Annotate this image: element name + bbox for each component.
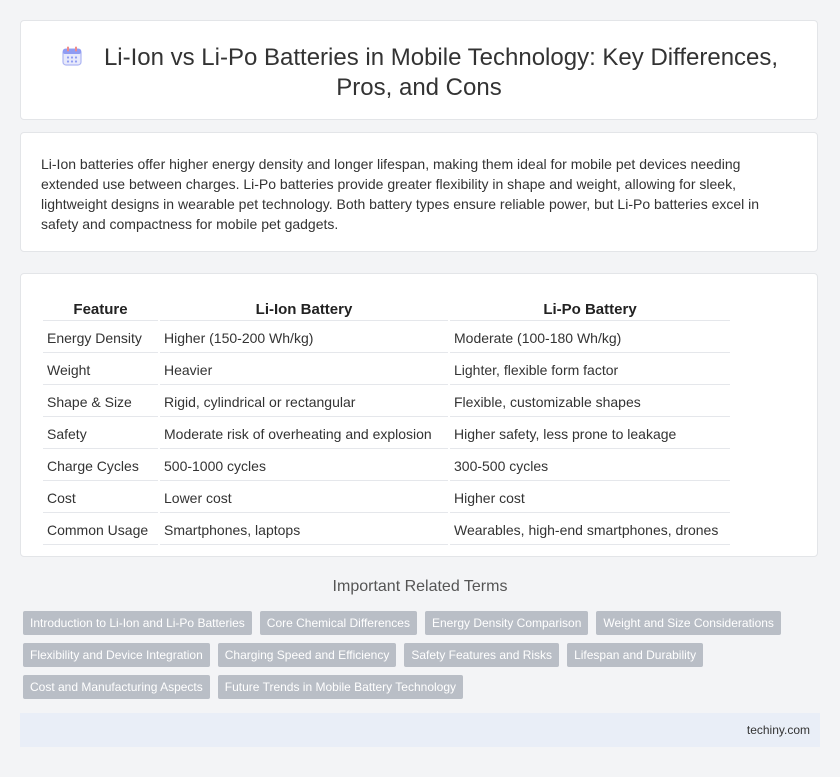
li-ion-cell: Rigid, cylindrical or rectangular <box>160 387 448 417</box>
footer <box>20 713 820 747</box>
title-line-1: Li-Ion vs Li-Po Batteries in Mobile Technology: Key Differences, <box>103 44 779 71</box>
calendar-icon <box>60 44 84 68</box>
li-po-cell: Wearables, high-end smartphones, drones <box>450 515 730 545</box>
feature-cell: Charge Cycles <box>43 451 158 481</box>
comparison-card <box>20 273 818 557</box>
header-li-ion: Li-Ion Battery <box>160 296 448 321</box>
table-row <box>43 355 730 385</box>
title-card <box>20 20 818 120</box>
term-tag[interactable]: Charging Speed and Efficiency <box>218 643 397 667</box>
feature-cell: Weight <box>43 355 158 385</box>
li-po-cell: Moderate (100-180 Wh/kg) <box>450 323 730 353</box>
feature-cell: Safety <box>43 419 158 449</box>
feature-cell: Common Usage <box>43 515 158 545</box>
table-row <box>43 483 730 513</box>
term-tag[interactable]: Lifespan and Durability <box>567 643 703 667</box>
feature-cell: Energy Density <box>43 323 158 353</box>
li-po-cell: Higher cost <box>450 483 730 513</box>
table-row <box>43 451 730 481</box>
term-tag[interactable]: Core Chemical Differences <box>260 611 417 635</box>
table-header-row <box>43 296 730 321</box>
term-tag[interactable]: Future Trends in Mobile Battery Technology <box>218 675 463 699</box>
li-po-cell: Lighter, flexible form factor <box>450 355 730 385</box>
related-terms-tags <box>23 611 813 707</box>
intro-card <box>20 132 818 252</box>
li-po-cell: 300-500 cycles <box>450 451 730 481</box>
li-ion-cell: Moderate risk of overheating and explosion <box>160 419 448 449</box>
li-ion-cell: Smartphones, laptops <box>160 515 448 545</box>
table-row <box>43 419 730 449</box>
term-tag[interactable]: Weight and Size Considerations <box>596 611 781 635</box>
li-ion-cell: Higher (150-200 Wh/kg) <box>160 323 448 353</box>
li-po-cell: Flexible, customizable shapes <box>450 387 730 417</box>
li-po-cell: Higher safety, less prone to leakage <box>450 419 730 449</box>
term-tag[interactable]: Introduction to Li-Ion and Li-Po Batteries <box>23 611 252 635</box>
intro-paragraph: Li-Ion batteries offer higher energy density and longer lifespan, making them ideal for mobile pet devices needing extended use between charges. Li-Po batteries provide greater flexibility in shape and weight, allowing for sleek, lightweight designs in wearable pet technology. Both battery types ensure reliable power, but Li-Po batteries excel in safety and compactness for mobile pet gadgets. <box>41 156 760 232</box>
term-tag[interactable]: Cost and Manufacturing Aspects <box>23 675 210 699</box>
page-title <box>21 43 817 103</box>
term-tag[interactable]: Energy Density Comparison <box>425 611 588 635</box>
comparison-table <box>41 294 732 547</box>
term-tag[interactable]: Flexibility and Device Integration <box>23 643 210 667</box>
li-ion-cell: Heavier <box>160 355 448 385</box>
footer-brand[interactable]: techiny.com <box>746 723 810 737</box>
table-row <box>43 515 730 545</box>
table-row <box>43 323 730 353</box>
title-line-2: Pros, and Cons <box>336 74 502 101</box>
li-ion-cell: 500-1000 cycles <box>160 451 448 481</box>
header-li-po: Li-Po Battery <box>450 296 730 321</box>
table-row <box>43 387 730 417</box>
term-tag[interactable]: Safety Features and Risks <box>404 643 559 667</box>
header-feature: Feature <box>43 296 158 321</box>
feature-cell: Cost <box>43 483 158 513</box>
li-ion-cell: Lower cost <box>160 483 448 513</box>
related-terms-title: Important Related Terms <box>332 578 508 595</box>
feature-cell: Shape & Size <box>43 387 158 417</box>
